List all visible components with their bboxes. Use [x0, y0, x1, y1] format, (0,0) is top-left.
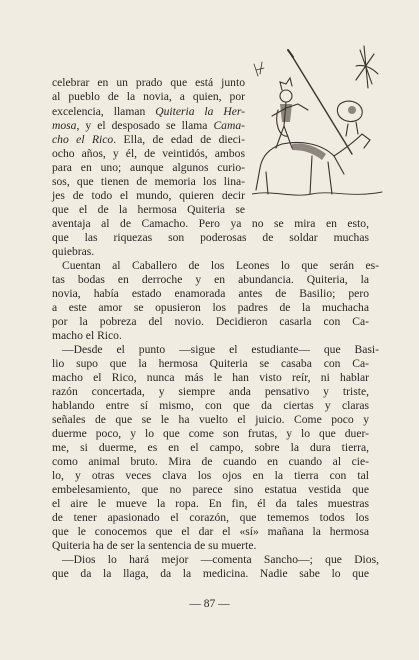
- text-line: lo, y otras veces clava los ojos en la tierra con tal: [52, 469, 369, 482]
- don-quixote-illustration: [252, 44, 384, 202]
- text-line: hablando entre sí mismo, con que da ciertas y claras: [52, 399, 369, 412]
- text-line: jes de todo el mundo, quieren decir: [52, 189, 245, 202]
- text-line: tas bodas en derroche y en abundancia. Quiteria, la: [52, 273, 369, 286]
- text-line: —Desde el punto —sigue el estudiante— que Basi-: [62, 343, 379, 356]
- text-line: aventaja al de Camacho. Pero ya no se mira en esto,: [52, 217, 369, 230]
- text-line: Cuentan al Caballero de los Leones lo que serán es-: [62, 259, 379, 272]
- text-line: ocho años, y él, de veintidós, ambos: [52, 147, 245, 160]
- text-line: cho el Rico. Ella, de edad de dieci-: [52, 133, 245, 146]
- text-line: señales de que se le ha vuelto el juicio. Come poco y: [52, 413, 369, 426]
- text-line: macho el Rico.: [52, 329, 122, 342]
- text-line: quiebras.: [52, 245, 95, 258]
- text-line: a este amor se opusieron los padres de la muchacha: [52, 301, 369, 314]
- text-line: duerme poco, y lo que come son frutas, y lo que duer-: [52, 427, 369, 440]
- text-line: mosa, y el desposado se llama Cama-: [52, 119, 245, 132]
- text-line: al pueblo de la novia, a quien, por: [52, 90, 245, 103]
- text-line: el aire le mueve la ropa. En fin, él da tales muestras: [52, 497, 369, 510]
- text-line: por la pobreza del novio. Decidieron casarla con Ca-: [52, 315, 369, 328]
- text-line: de tener apasionado el corazón, que tememos todos los: [52, 511, 369, 524]
- text-line: —Dios lo hará mejor —comenta Sancho—; que Dios,: [62, 553, 379, 566]
- text-line: como animal bruto. Mira de cuando en cuando al cie-: [52, 455, 369, 468]
- text-line: novia, había estado enamorada antes de Basilio; pero: [52, 287, 369, 300]
- text-line: Quiteria ha de ser la sentencia de su muerte.: [52, 539, 257, 552]
- text-line: excelencia, llaman Quiteria la Her-: [52, 105, 246, 118]
- text-line: macho el Rico, nunca más le han visto reír, ni hablar: [52, 371, 369, 384]
- text-line: sos, que tienen de memoria los lina-: [52, 175, 245, 188]
- text-line: que da la llaga, da la medicina. Nadie sabe lo que: [52, 567, 369, 580]
- text-line: para en uno; aunque algunos curio-: [52, 161, 245, 174]
- text-line: embelesamiento, que no parece sino estatua vestida que: [52, 483, 369, 496]
- text-line: que las riquezas son poderosas de soldar muchas: [52, 231, 369, 244]
- text-line: lio supo que la hermosa Quiteria se casaba con Ca-: [52, 357, 369, 370]
- text-line: celebrar en un prado que está junto: [52, 76, 245, 89]
- text-line: que le conocemos que el dar el «sí» mañana la hermosa: [52, 525, 369, 538]
- text-line: me, si duerme, es en el campo, sobre la dura tierra,: [52, 441, 369, 454]
- text-line: que el de la hermosa Quiteria se: [52, 203, 245, 216]
- page-number: — 87 —: [189, 598, 230, 610]
- text-line: razón concertada, y siempre anda pensativo y triste,: [52, 385, 369, 398]
